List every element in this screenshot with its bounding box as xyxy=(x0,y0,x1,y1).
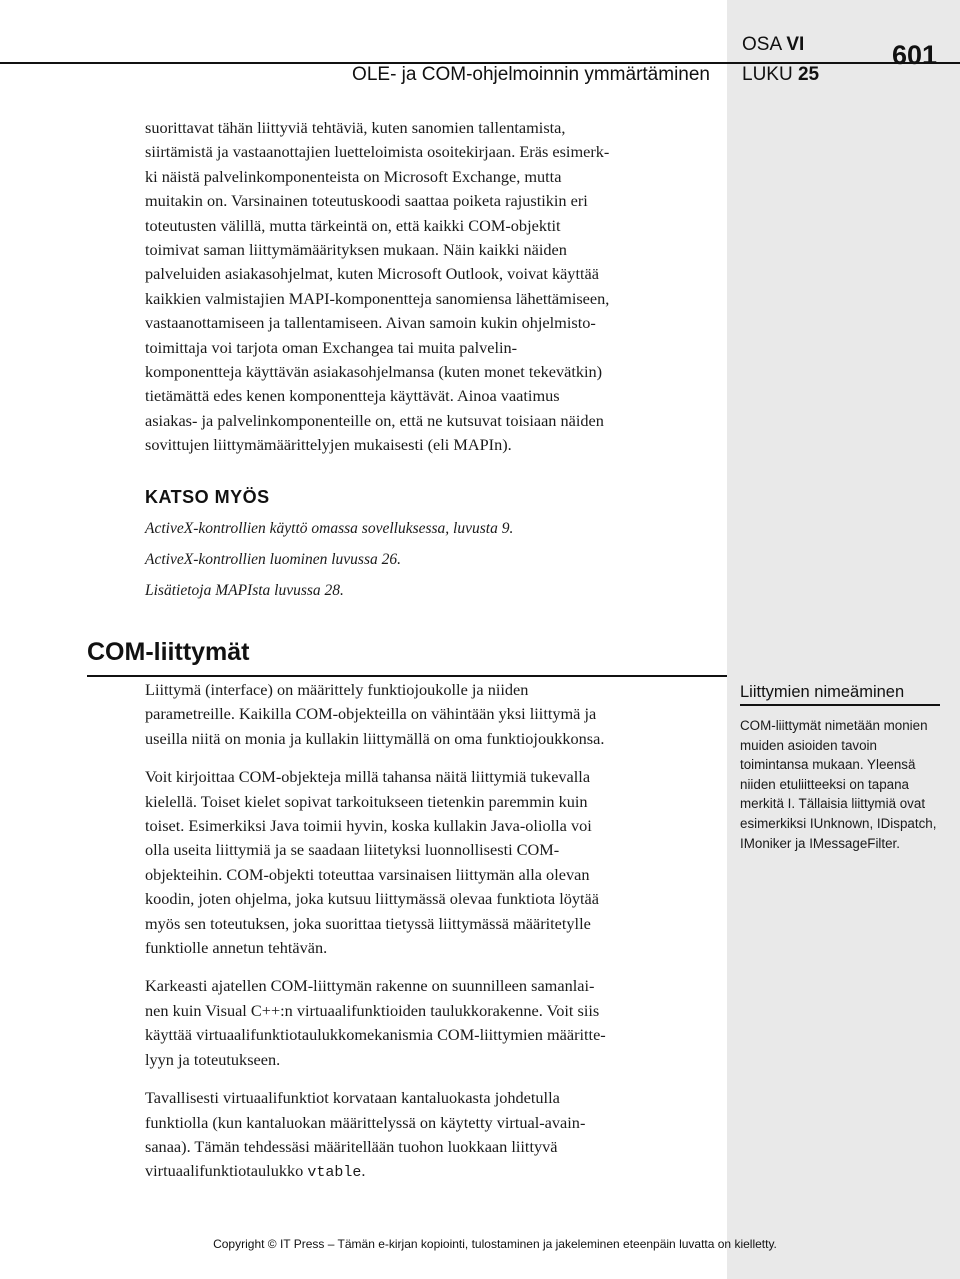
text-line: toimittaja voi tarjota oman Exchangea tai muita palvelin- xyxy=(145,337,518,357)
text-line: funktiolla (kun kantaluokan määrittelyssä on käytetty virtual-avain- xyxy=(145,1112,586,1132)
running-header-title: OLE- ja COM-ohjelmoinnin ymmärtäminen xyxy=(352,64,710,85)
sidebar-title: Liittymien nimeäminen xyxy=(740,683,940,706)
text-line: toteutusten välillä, mutta tärkeintä on, että kaikki COM-objektit xyxy=(145,215,561,235)
see-also-item: ActiveX-kontrollien luominen luvussa 26. xyxy=(145,551,401,568)
see-also-item: ActiveX-kontrollien käyttö omassa sovelluksessa, luvusta 9. xyxy=(145,520,514,537)
text-line: objekteihin. COM-objekti toteuttaa varsinaisen liittymän alla olevan xyxy=(145,864,590,884)
text-line: kielellä. Toiset kielet sopivat tarkoitukseen tietenkin paremmin kuin xyxy=(145,791,588,811)
text-line xyxy=(145,1159,715,1185)
text-line: muitakin on. Varsinainen toteutuskoodi saattaa poiketa rajustikin eri xyxy=(145,191,588,211)
part-number: VI xyxy=(786,34,805,55)
text-line: koodin, joten ohjelma, joka kutsuu liittymässä olevaa funktiota löytää xyxy=(145,889,599,909)
intro-paragraph xyxy=(145,116,715,458)
text-line: komponentteja käyttävän asiakasohjelmansa (kuten monet tekevätkin) xyxy=(145,362,603,382)
text-line: Tavallisesti virtuaalifunktiot korvataan kantaluokasta johdetulla xyxy=(145,1088,560,1108)
text-fragment: . xyxy=(361,1161,366,1181)
text-line: siirtämistä ja vastaanottajien luetteloimista osoitekirjaan. Eräs esimerk- xyxy=(145,142,610,162)
text-line: toiset. Esimerkiksi Java toimii hyvin, koska kullakin Java-oliolla voi xyxy=(145,816,592,836)
sidebar-line: niiden etuliitteeksi on tapana xyxy=(740,776,909,792)
sidebar-line: esimerkiksi IUnknown, IDispatch, xyxy=(740,815,937,831)
chapter-label-text: LUKU xyxy=(742,64,793,85)
chapter-label xyxy=(742,64,819,86)
text-line: vastaanottamiseen ja tallentamiseen. Aivan samoin kukin ohjelmisto- xyxy=(145,313,596,333)
text-line: funktiolle annetun tehtävän. xyxy=(145,938,328,958)
text-line: ki näistä palvelinkomponenteista on Microsoft Exchange, mutta xyxy=(145,166,562,186)
section-heading: COM-liittymät xyxy=(87,638,250,666)
text-line: Karkeasti ajatellen COM-liittymän rakenne on suunnilleen samanlai- xyxy=(145,976,595,996)
sidebar-line: COM-liittymät nimetään monien xyxy=(740,718,928,733)
paragraph xyxy=(145,974,715,1072)
text-line: Liittymä (interface) on määrittely funktiojoukolle ja niiden xyxy=(145,680,529,699)
chapter-number: 25 xyxy=(797,64,820,85)
see-also-item: Lisätietoja MAPIsta luvussa 28. xyxy=(145,582,344,599)
section-rule xyxy=(87,675,727,677)
sidebar-note xyxy=(740,716,945,853)
text-line: sanaa). Tämän tehdessäsi määritellään tuohon luokkaan liittyvä xyxy=(145,1136,558,1156)
paragraph xyxy=(145,1086,715,1186)
text-line: suorittavat tähän liittyviä tehtäviä, kuten sanomien tallentamista, xyxy=(145,118,566,137)
margin-panel xyxy=(727,0,960,1279)
part-label xyxy=(742,34,804,56)
sidebar-line: muiden asioiden tavoin xyxy=(740,737,877,753)
part-label-text: OSA xyxy=(742,34,782,55)
text-line: toimivat saman liittymämäärityksen mukaan. Näin kaikki näiden xyxy=(145,240,567,260)
page-number: 601 xyxy=(892,40,938,70)
text-line: palveluiden asiakasohjelmat, kuten Microsoft Outlook, voivat käyttää xyxy=(145,264,599,284)
text-line: lyyn ja toteutukseen. xyxy=(145,1049,281,1069)
text-line: myös sen toteutuksen, joka suorittaa tietyssä liittymässä määritetylle xyxy=(145,913,591,933)
text-line: kaikkien valmistajien MAPI-komponentteja sanomiensa lähettämiseen, xyxy=(145,288,610,308)
see-also-heading: KATSO MYÖS xyxy=(145,487,270,507)
text-line: nen kuin Visual C++:n virtuaalifunktioiden taulukkorakenne. Voit siis xyxy=(145,1000,600,1020)
text-line: sovittujen liittymämäärittelyjen mukaisesti (eli MAPIn). xyxy=(145,435,512,455)
sidebar-line: toimintansa mukaan. Yleensä xyxy=(740,757,916,773)
code-term: vtable xyxy=(307,1164,362,1182)
copyright-footer: Copyright © IT Press – Tämän e-kirjan kopiointi, tulostaminen ja jakeleminen eteenpäin luvatta on kielletty. xyxy=(213,1237,777,1251)
text-line: olla useita liittymiä ja se saadaan liitetyksi luonnollisesti COM- xyxy=(145,840,560,860)
see-also-list xyxy=(145,519,705,612)
text-line: parametreille. Kaikilla COM-objekteilla on vähintään yksi liittymä ja xyxy=(145,704,597,724)
text-line: useilla niitä on monia ja kullakin liittymällä on oma funktiojoukkonsa. xyxy=(145,728,605,748)
sidebar-line: merkitä I. Tällaisia liittymiä ovat xyxy=(740,796,926,812)
text-line: tietämättä edes kenen komponentteja käyttävät. Ainoa vaatimus xyxy=(145,386,560,406)
text-line: Voit kirjoittaa COM-objekteja millä tahansa näitä liittymiä tukevalla xyxy=(145,767,591,787)
sidebar-line: IMoniker ja IMessageFilter. xyxy=(740,835,901,851)
text-line: asiakas- ja palvelinkomponenteille on, että ne kutsuvat toisiaan näiden xyxy=(145,410,604,430)
paragraph xyxy=(145,678,715,751)
section-body xyxy=(145,678,715,1200)
paragraph xyxy=(145,765,715,960)
text-line: käyttää virtuaalifunktiotaulukkomekanismia COM-liittymien määritte- xyxy=(145,1025,606,1045)
text-fragment: virtuaalifunktiotaulukko xyxy=(145,1161,308,1181)
